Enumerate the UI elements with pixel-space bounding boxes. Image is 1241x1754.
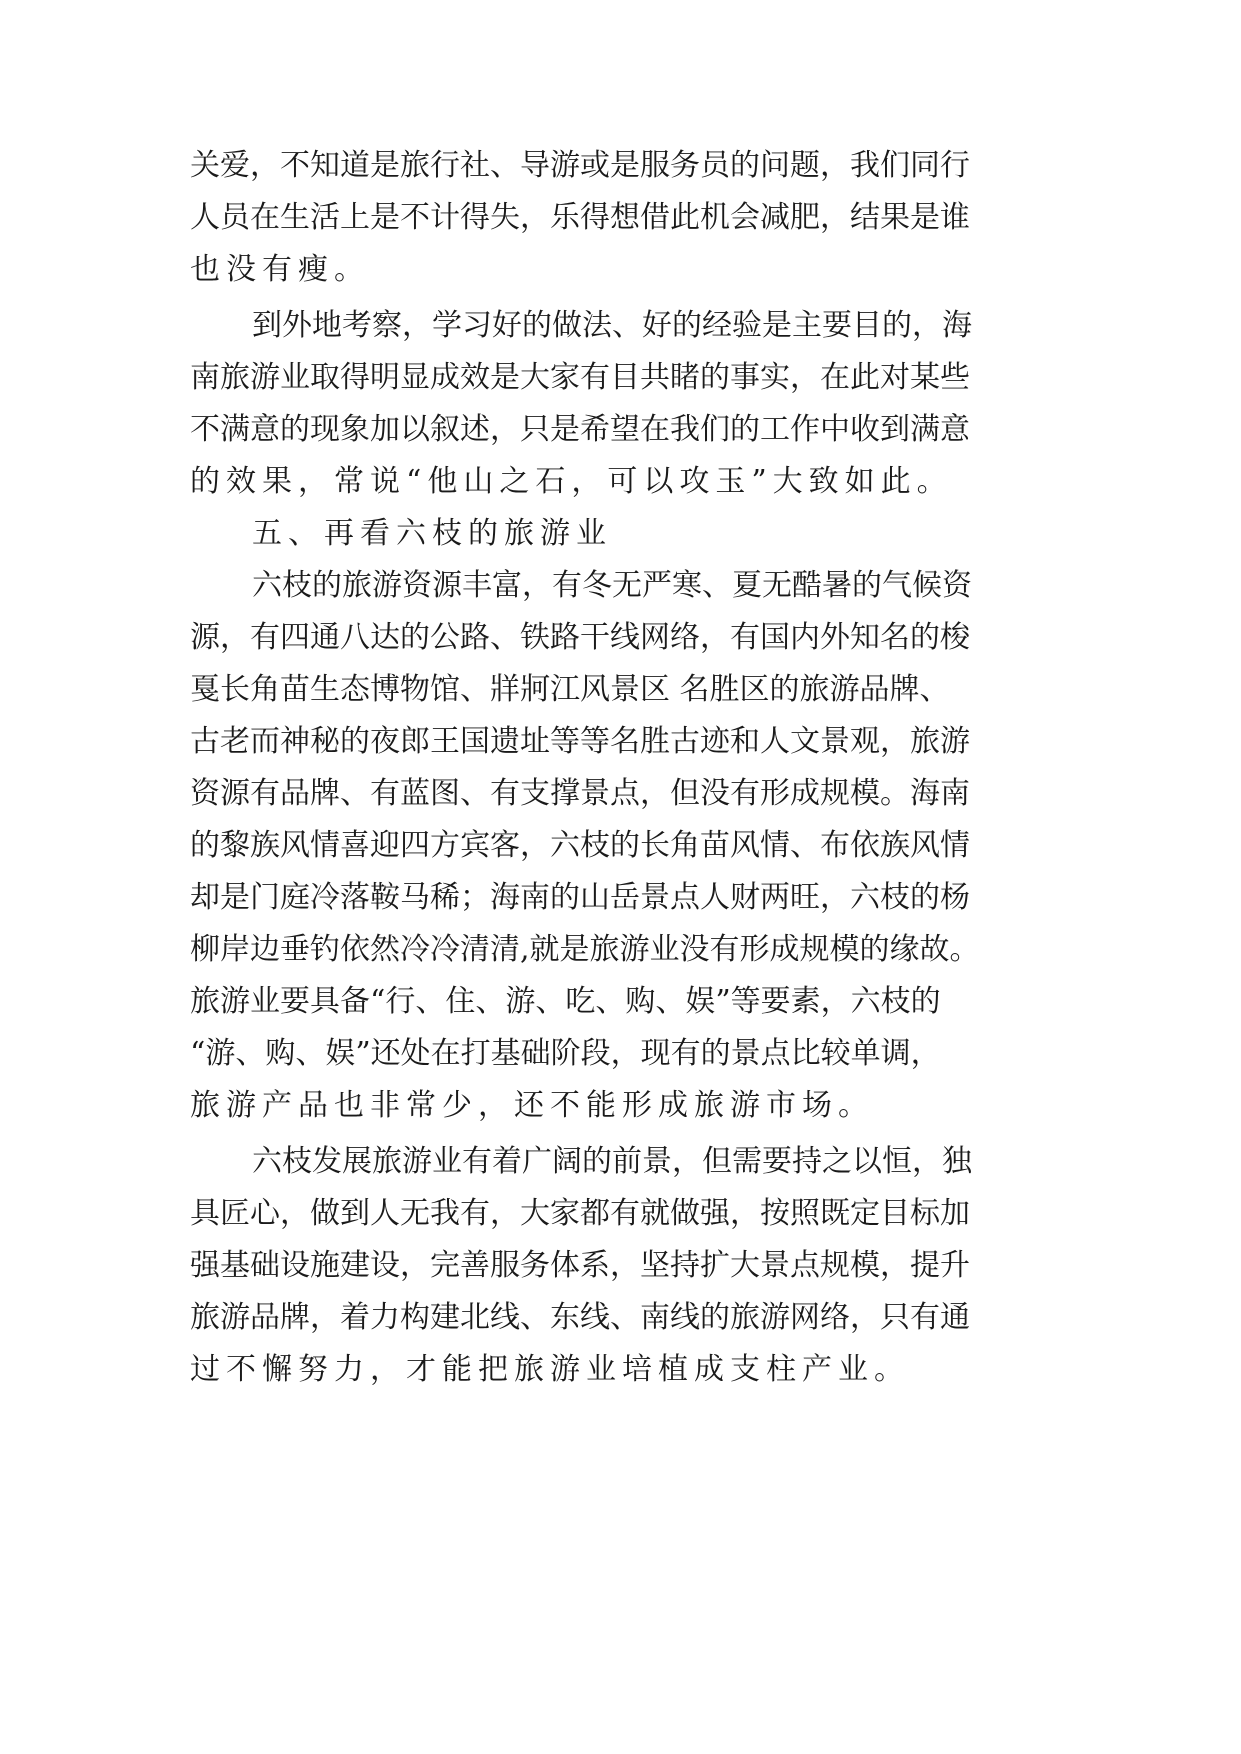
text-line: 旅游产品也非常少，还不能形成旅游市场。 (190, 1088, 874, 1123)
text-line: 资源有品牌、有蓝图、有支撑景点，但没有形成规模。海南 (190, 776, 970, 811)
text-line: 旅游品牌，着力构建北线、东线、南线的旅游网络，只有通 (190, 1300, 970, 1335)
text-line: 柳岸边垂钓依然冷冷清清,就是旅游业没有形成规模的缘故。 (190, 932, 980, 967)
text-line: 人员在生活上是不计得失，乐得想借此机会减肥，结果是谁 (190, 200, 970, 235)
text-line: 的黎族风情喜迎四方宾客，六枝的长角苗风情、布依族风情 (190, 828, 970, 863)
section-heading: 五、再看六枝的旅游业 (252, 516, 612, 551)
text-line: 南旅游业取得明显成效是大家有目共睹的事实，在此对某些 (190, 360, 970, 395)
text-line: 的效果，常说“他山之石，可以攻玉”大致如此。 (190, 464, 953, 499)
text-line: “游、购、娱”还处在打基础阶段，现有的景点比较单调， (190, 1036, 941, 1071)
text-line: 源，有四通八达的公路、铁路干线网络，有国内外知名的梭 (190, 620, 970, 655)
text-line: 不满意的现象加以叙述，只是希望在我们的工作中收到满意 (190, 412, 970, 447)
text-line: 具匠心，做到人无我有，大家都有就做强，按照既定目标加 (190, 1196, 970, 1231)
paragraph-first-line: 六枝发展旅游业有着广阔的前景，但需要持之以恒，独 (252, 1144, 972, 1179)
text-line: 旅游业要具备“行、住、游、吃、购、娱”等要素，六枝的 (190, 984, 941, 1019)
paragraph-first-line: 到外地考察，学习好的做法、好的经验是主要目的，海 (252, 308, 972, 343)
text-line: 关爱，不知道是旅行社、导游或是服务员的问题，我们同行 (190, 148, 970, 183)
paragraph-first-line: 六枝的旅游资源丰富，有冬无严寒、夏无酷暑的气候资 (252, 568, 972, 603)
text-line: 古老而神秘的夜郎王国遗址等等名胜古迹和人文景观，旅游 (190, 724, 970, 759)
text-line: 过不懈努力，才能把旅游业培植成支柱产业。 (190, 1352, 910, 1387)
text-line: 却是门庭冷落鞍马稀；海南的山岳景点人财两旺，六枝的杨 (190, 880, 970, 915)
text-line: 也没有瘦。 (190, 252, 370, 287)
text-line: 强基础设施建设，完善服务体系，坚持扩大景点规模，提升 (190, 1248, 970, 1283)
text-line: 戛长角苗生态博物馆、牂牁江风景区 名胜区的旅游品牌、 (190, 672, 950, 707)
